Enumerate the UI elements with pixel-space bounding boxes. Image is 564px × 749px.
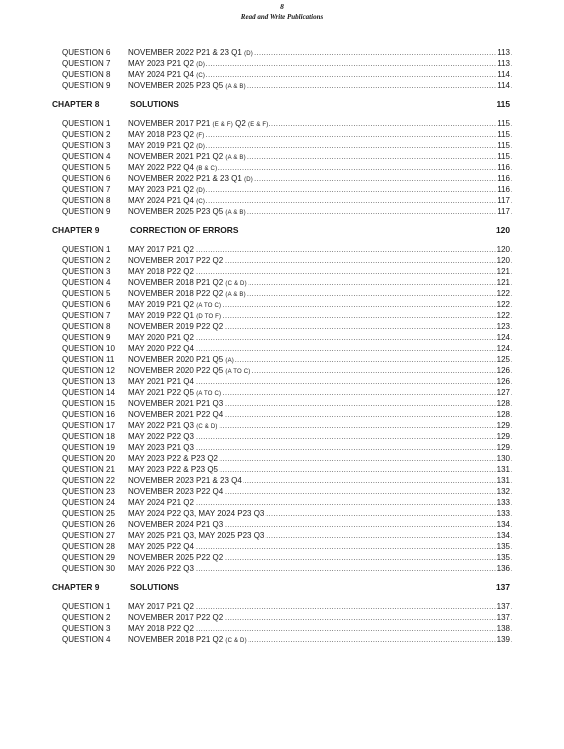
entry-part: (E & F) [212, 122, 233, 128]
entry-page: 122 [496, 311, 510, 320]
entry-title: NOVEMBER 2022 P21 & 23 Q1 [128, 174, 242, 183]
toc-entry[interactable] [0, 162, 564, 173]
entry-title: MAY 2026 P22 Q3 [128, 564, 194, 573]
entry-page: 115 [497, 141, 510, 150]
entry-page: 117 [497, 196, 510, 205]
entry-text [128, 453, 512, 464]
entry-title: MAY 2018 P22 Q2 [128, 267, 194, 276]
question-label: QUESTION 28 [62, 542, 115, 551]
entry-page: 114 [497, 81, 510, 90]
question-label: QUESTION 27 [62, 531, 115, 540]
entry-page: 127 [496, 388, 510, 397]
entry-title: NOVEMBER 2024 P21 Q3 [128, 520, 224, 529]
entry-title: MAY 2023 P21 Q2 [128, 59, 194, 68]
toc-entry[interactable] [0, 442, 564, 453]
entry-part: (C) [196, 199, 206, 205]
toc-entry[interactable] [0, 244, 564, 255]
entry-page: 135 [496, 553, 510, 562]
entry-part: (A & B) [225, 210, 246, 216]
entry-page: 128 [496, 410, 510, 419]
entry-part-2: (E & F) [248, 122, 269, 128]
question-label: QUESTION 1 [62, 245, 111, 254]
entry-text [128, 343, 512, 354]
entry-page: 120 [496, 256, 510, 265]
question-label: QUESTION 20 [62, 454, 115, 463]
question-label: QUESTION 1 [62, 602, 111, 611]
entry-title: NOVEMBER 2025 P23 Q5 [128, 207, 224, 216]
toc-entry[interactable] [0, 530, 564, 541]
entry-text [128, 486, 512, 497]
entry-page: 124 [496, 333, 510, 342]
entry-page: 124 [496, 344, 510, 353]
entry-page: 133 [496, 498, 510, 507]
question-label: QUESTION 8 [62, 196, 111, 205]
publisher-header: Read and Write Publications [240, 13, 324, 21]
entry-page: 131 [496, 476, 510, 485]
toc-entry[interactable] [0, 508, 564, 519]
toc-entry[interactable] [0, 332, 564, 343]
entry-title: MAY 2018 P22 Q2 [128, 624, 194, 633]
toc-entry[interactable] [0, 321, 564, 332]
question-label: QUESTION 21 [62, 465, 115, 474]
toc-entry[interactable] [0, 453, 564, 464]
toc-entry[interactable] [0, 464, 564, 475]
question-label: QUESTION 22 [62, 476, 115, 485]
toc-entry[interactable] [0, 266, 564, 277]
entry-page: 130 [496, 454, 510, 463]
entry-title: MAY 2022 P22 Q3 [128, 432, 194, 441]
chapter-page: 137 [496, 582, 510, 592]
chapter-label: CHAPTER 8 [52, 99, 100, 109]
chapter-heading [0, 98, 564, 110]
entry-title: MAY 2024 P22 Q3, MAY 2024 P23 Q3 [128, 509, 265, 518]
entry-page: 115 [497, 119, 510, 128]
entry-page: 131 [496, 465, 510, 474]
toc-entry[interactable] [0, 552, 564, 563]
entry-part: (A TO C) [196, 391, 222, 397]
entry-text [128, 206, 512, 219]
entry-part: (D) [196, 144, 206, 150]
entry-text [128, 475, 512, 486]
question-label: QUESTION 17 [62, 421, 115, 430]
entry-part: (A) [225, 358, 234, 364]
question-label: QUESTION 8 [62, 322, 111, 331]
entry-title: NOVEMBER 2025 P23 Q5 [128, 81, 224, 90]
entry-page: 128 [496, 399, 510, 408]
entry-title: MAY 2018 P23 Q2 [128, 130, 194, 139]
toc-entry[interactable] [0, 310, 564, 321]
entry-page: 126 [496, 377, 510, 386]
entry-title: NOVEMBER 2017 P22 Q2 [128, 613, 224, 622]
toc-entry[interactable] [0, 563, 564, 574]
entry-page: 122 [496, 289, 510, 298]
question-label: QUESTION 29 [62, 553, 115, 562]
entry-part: (B & C) [196, 166, 218, 172]
entry-title: NOVEMBER 2018 P22 Q2 [128, 289, 224, 298]
entry-page: 136 [496, 564, 510, 573]
entry-page: 116 [497, 185, 510, 194]
entry-part: (D) [244, 177, 254, 183]
question-label: QUESTION 5 [62, 289, 111, 298]
entry-page: 113 [497, 59, 510, 68]
question-label: QUESTION 9 [62, 207, 111, 216]
entry-title: NOVEMBER 2019 P22 Q2 [128, 322, 224, 331]
entry-part: (D) [196, 62, 206, 68]
toc-entry[interactable] [0, 634, 564, 645]
entry-page: 116 [497, 174, 510, 183]
entry-text [128, 464, 512, 475]
entry-title: NOVEMBER 2021 P21 Q3 [128, 399, 224, 408]
entry-page: 125 [496, 355, 510, 364]
entry-text [128, 266, 512, 277]
chapter-title: CORRECTION OF ERRORS [130, 225, 239, 235]
entry-part: (A TO C) [225, 369, 251, 375]
entry-title: NOVEMBER 2023 P21 & 23 Q4 [128, 476, 242, 485]
toc-entry[interactable] [0, 206, 564, 217]
entry-text [128, 376, 512, 387]
entry-page: 129 [496, 432, 510, 441]
entry-part: (C & D) [196, 424, 218, 430]
entry-text [128, 634, 512, 647]
entry-part: (C & D) [225, 281, 247, 287]
entry-title: MAY 2019 P21 Q2 [128, 300, 194, 309]
toc-entry[interactable] [0, 173, 564, 184]
toc-entry[interactable] [0, 140, 564, 151]
question-label: QUESTION 24 [62, 498, 115, 507]
question-label: QUESTION 26 [62, 520, 115, 529]
entry-part: (C & D) [225, 638, 247, 644]
toc-entry[interactable] [0, 365, 564, 376]
entry-text [128, 612, 512, 623]
entry-title: MAY 2020 P21 Q2 [128, 333, 194, 342]
question-label: QUESTION 7 [62, 185, 111, 194]
entry-title: NOVEMBER 2025 P22 Q2 [128, 553, 224, 562]
entry-page: 126 [496, 366, 510, 375]
question-label: QUESTION 4 [62, 635, 111, 644]
question-label: QUESTION 5 [62, 163, 111, 172]
chapter-label: CHAPTER 9 [52, 582, 100, 592]
entry-page: 120 [496, 245, 510, 254]
entry-title: NOVEMBER 2017 P21 [128, 119, 211, 128]
toc-entry[interactable] [0, 409, 564, 420]
question-label: QUESTION 15 [62, 399, 115, 408]
entry-title: MAY 2021 P22 Q5 [128, 388, 194, 397]
question-label: QUESTION 2 [62, 613, 111, 622]
entry-text [128, 508, 512, 519]
entry-text [128, 519, 512, 530]
entry-title: MAY 2019 P22 Q1 [128, 311, 194, 320]
entry-text [128, 552, 512, 563]
entry-page: 121 [496, 278, 510, 287]
question-label: QUESTION 4 [62, 152, 111, 161]
question-label: QUESTION 19 [62, 443, 115, 452]
toc-entry[interactable] [0, 475, 564, 486]
question-label: QUESTION 6 [62, 174, 111, 183]
chapter-page: 115 [496, 99, 510, 109]
question-label: QUESTION 2 [62, 256, 111, 265]
entry-page: 117 [497, 207, 510, 216]
question-label: QUESTION 18 [62, 432, 115, 441]
question-label: QUESTION 3 [62, 267, 111, 276]
entry-page: 116 [497, 163, 510, 172]
toc-entry[interactable] [0, 601, 564, 612]
entry-part: (D TO F) [196, 314, 222, 320]
entry-text [128, 442, 512, 453]
toc-entry[interactable] [0, 129, 564, 140]
entry-text [128, 563, 512, 574]
toc-entry[interactable] [0, 58, 564, 69]
entry-title-cont: Q2 [232, 119, 246, 128]
question-label: QUESTION 7 [62, 59, 111, 68]
toc-entry[interactable] [0, 69, 564, 80]
question-label: QUESTION 30 [62, 564, 115, 573]
entry-title: MAY 2023 P21 Q3 [128, 443, 194, 452]
question-label: QUESTION 3 [62, 141, 111, 150]
entry-title: NOVEMBER 2023 P22 Q4 [128, 487, 224, 496]
question-label: QUESTION 11 [62, 355, 115, 364]
entry-text [128, 601, 512, 612]
entry-text [128, 244, 512, 255]
toc-entry[interactable] [0, 420, 564, 431]
toc-entry[interactable] [0, 195, 564, 206]
entry-text [128, 332, 512, 343]
question-label: QUESTION 25 [62, 509, 115, 518]
entry-title: MAY 2020 P22 Q4 [128, 344, 194, 353]
question-label: QUESTION 13 [62, 377, 115, 386]
question-label: QUESTION 8 [62, 70, 111, 79]
entry-page: 135 [496, 542, 510, 551]
entry-part: (F) [196, 133, 205, 139]
entry-page: 115 [497, 130, 510, 139]
entry-part: (A & B) [225, 292, 246, 298]
question-label: QUESTION 10 [62, 344, 115, 353]
entry-title: NOVEMBER 2018 P21 Q2 [128, 278, 224, 287]
entry-page: 114 [497, 70, 510, 79]
entry-title: NOVEMBER 2017 P22 Q2 [128, 256, 224, 265]
entry-text [128, 80, 512, 93]
entry-text [128, 431, 512, 442]
question-label: QUESTION 2 [62, 130, 111, 139]
entry-page: 133 [496, 509, 510, 518]
question-label: QUESTION 6 [62, 48, 111, 57]
entry-title: MAY 2024 P21 Q2 [128, 498, 194, 507]
toc-entry[interactable] [0, 277, 564, 288]
question-label: QUESTION 12 [62, 366, 115, 375]
entry-title: MAY 2023 P22 & P23 Q5 [128, 465, 218, 474]
entry-text [128, 409, 512, 420]
toc-entry[interactable] [0, 612, 564, 623]
toc-entry[interactable] [0, 151, 564, 162]
toc-entry[interactable] [0, 354, 564, 365]
entry-title: MAY 2025 P22 Q4 [128, 542, 194, 551]
entry-page: 121 [496, 267, 510, 276]
question-label: QUESTION 4 [62, 278, 111, 287]
entry-title: MAY 2024 P21 Q4 [128, 196, 194, 205]
entry-page: 122 [496, 300, 510, 309]
entry-title: MAY 2022 P22 Q4 [128, 163, 194, 172]
toc-entry[interactable] [0, 387, 564, 398]
entry-part: (A & B) [225, 84, 246, 90]
entry-title: NOVEMBER 2021 P22 Q4 [128, 410, 224, 419]
chapter-title: SOLUTIONS [130, 582, 179, 592]
question-label: QUESTION 23 [62, 487, 115, 496]
toc-entry[interactable] [0, 431, 564, 442]
entry-page: 113 [497, 48, 510, 57]
toc-entry[interactable] [0, 398, 564, 409]
toc-entry[interactable] [0, 80, 564, 91]
entry-title: MAY 2019 P21 Q2 [128, 141, 194, 150]
toc-entry[interactable] [0, 288, 564, 299]
chapter-heading [0, 581, 564, 593]
entry-part: (D) [196, 188, 206, 194]
chapter-label: CHAPTER 9 [52, 225, 100, 235]
entry-title: NOVEMBER 2022 P21 & 23 Q1 [128, 48, 242, 57]
question-label: QUESTION 16 [62, 410, 115, 419]
toc-entry[interactable] [0, 47, 564, 58]
entry-text [128, 530, 512, 541]
entry-title: MAY 2022 P21 Q3 [128, 421, 194, 430]
question-label: QUESTION 3 [62, 624, 111, 633]
entry-page: 139 [496, 635, 510, 644]
toc-entry[interactable] [0, 376, 564, 387]
entry-page: 134 [496, 520, 510, 529]
entry-title: NOVEMBER 2020 P22 Q5 [128, 366, 224, 375]
entry-title: MAY 2025 P21 Q3, MAY 2025 P23 Q3 [128, 531, 265, 540]
entry-title: MAY 2021 P21 Q4 [128, 377, 194, 386]
entry-page: 137 [496, 602, 510, 611]
toc-entry[interactable] [0, 184, 564, 195]
entry-page: 134 [496, 531, 510, 540]
toc-entry[interactable] [0, 118, 564, 129]
entry-title: NOVEMBER 2018 P21 Q2 [128, 635, 224, 644]
toc-entry[interactable] [0, 519, 564, 530]
toc-entry[interactable] [0, 541, 564, 552]
question-label: QUESTION 14 [62, 388, 115, 397]
entry-text [128, 623, 512, 634]
entry-page: 137 [496, 613, 510, 622]
question-label: QUESTION 9 [62, 81, 111, 90]
entry-text [128, 497, 512, 508]
entry-title: MAY 2017 P21 Q2 [128, 602, 194, 611]
page-number: 8 [280, 2, 284, 11]
entry-title: MAY 2023 P21 Q2 [128, 185, 194, 194]
chapter-title: SOLUTIONS [130, 99, 179, 109]
toc-entry[interactable] [0, 255, 564, 266]
question-label: QUESTION 7 [62, 311, 111, 320]
entry-title: NOVEMBER 2021 P21 Q2 [128, 152, 224, 161]
chapter-page: 120 [496, 225, 510, 235]
entry-text [128, 255, 512, 266]
entry-title: MAY 2023 P22 & P23 Q2 [128, 454, 218, 463]
entry-page: 115 [497, 152, 510, 161]
entry-page: 138 [496, 624, 510, 633]
toc-entry[interactable] [0, 486, 564, 497]
entry-title: MAY 2024 P21 Q4 [128, 70, 194, 79]
entry-page: 132 [496, 487, 510, 496]
entry-title: MAY 2017 P21 Q2 [128, 245, 194, 254]
question-label: QUESTION 6 [62, 300, 111, 309]
entry-part: (C) [196, 73, 206, 79]
toc-entry[interactable] [0, 497, 564, 508]
entry-text [128, 398, 512, 409]
entry-page: 129 [496, 443, 510, 452]
toc-entry[interactable] [0, 343, 564, 354]
entry-text [128, 541, 512, 552]
entry-part: (A & B) [225, 155, 246, 161]
entry-page: 129 [496, 421, 510, 430]
toc-entry[interactable] [0, 299, 564, 310]
entry-page: 123 [496, 322, 510, 331]
entry-part: (D) [244, 51, 254, 57]
question-label: QUESTION 9 [62, 333, 111, 342]
question-label: QUESTION 1 [62, 119, 111, 128]
entry-text [128, 321, 512, 332]
chapter-heading [0, 224, 564, 236]
entry-title: NOVEMBER 2020 P21 Q5 [128, 355, 224, 364]
toc-entry[interactable] [0, 623, 564, 634]
entry-part: (A TO C) [196, 303, 222, 309]
